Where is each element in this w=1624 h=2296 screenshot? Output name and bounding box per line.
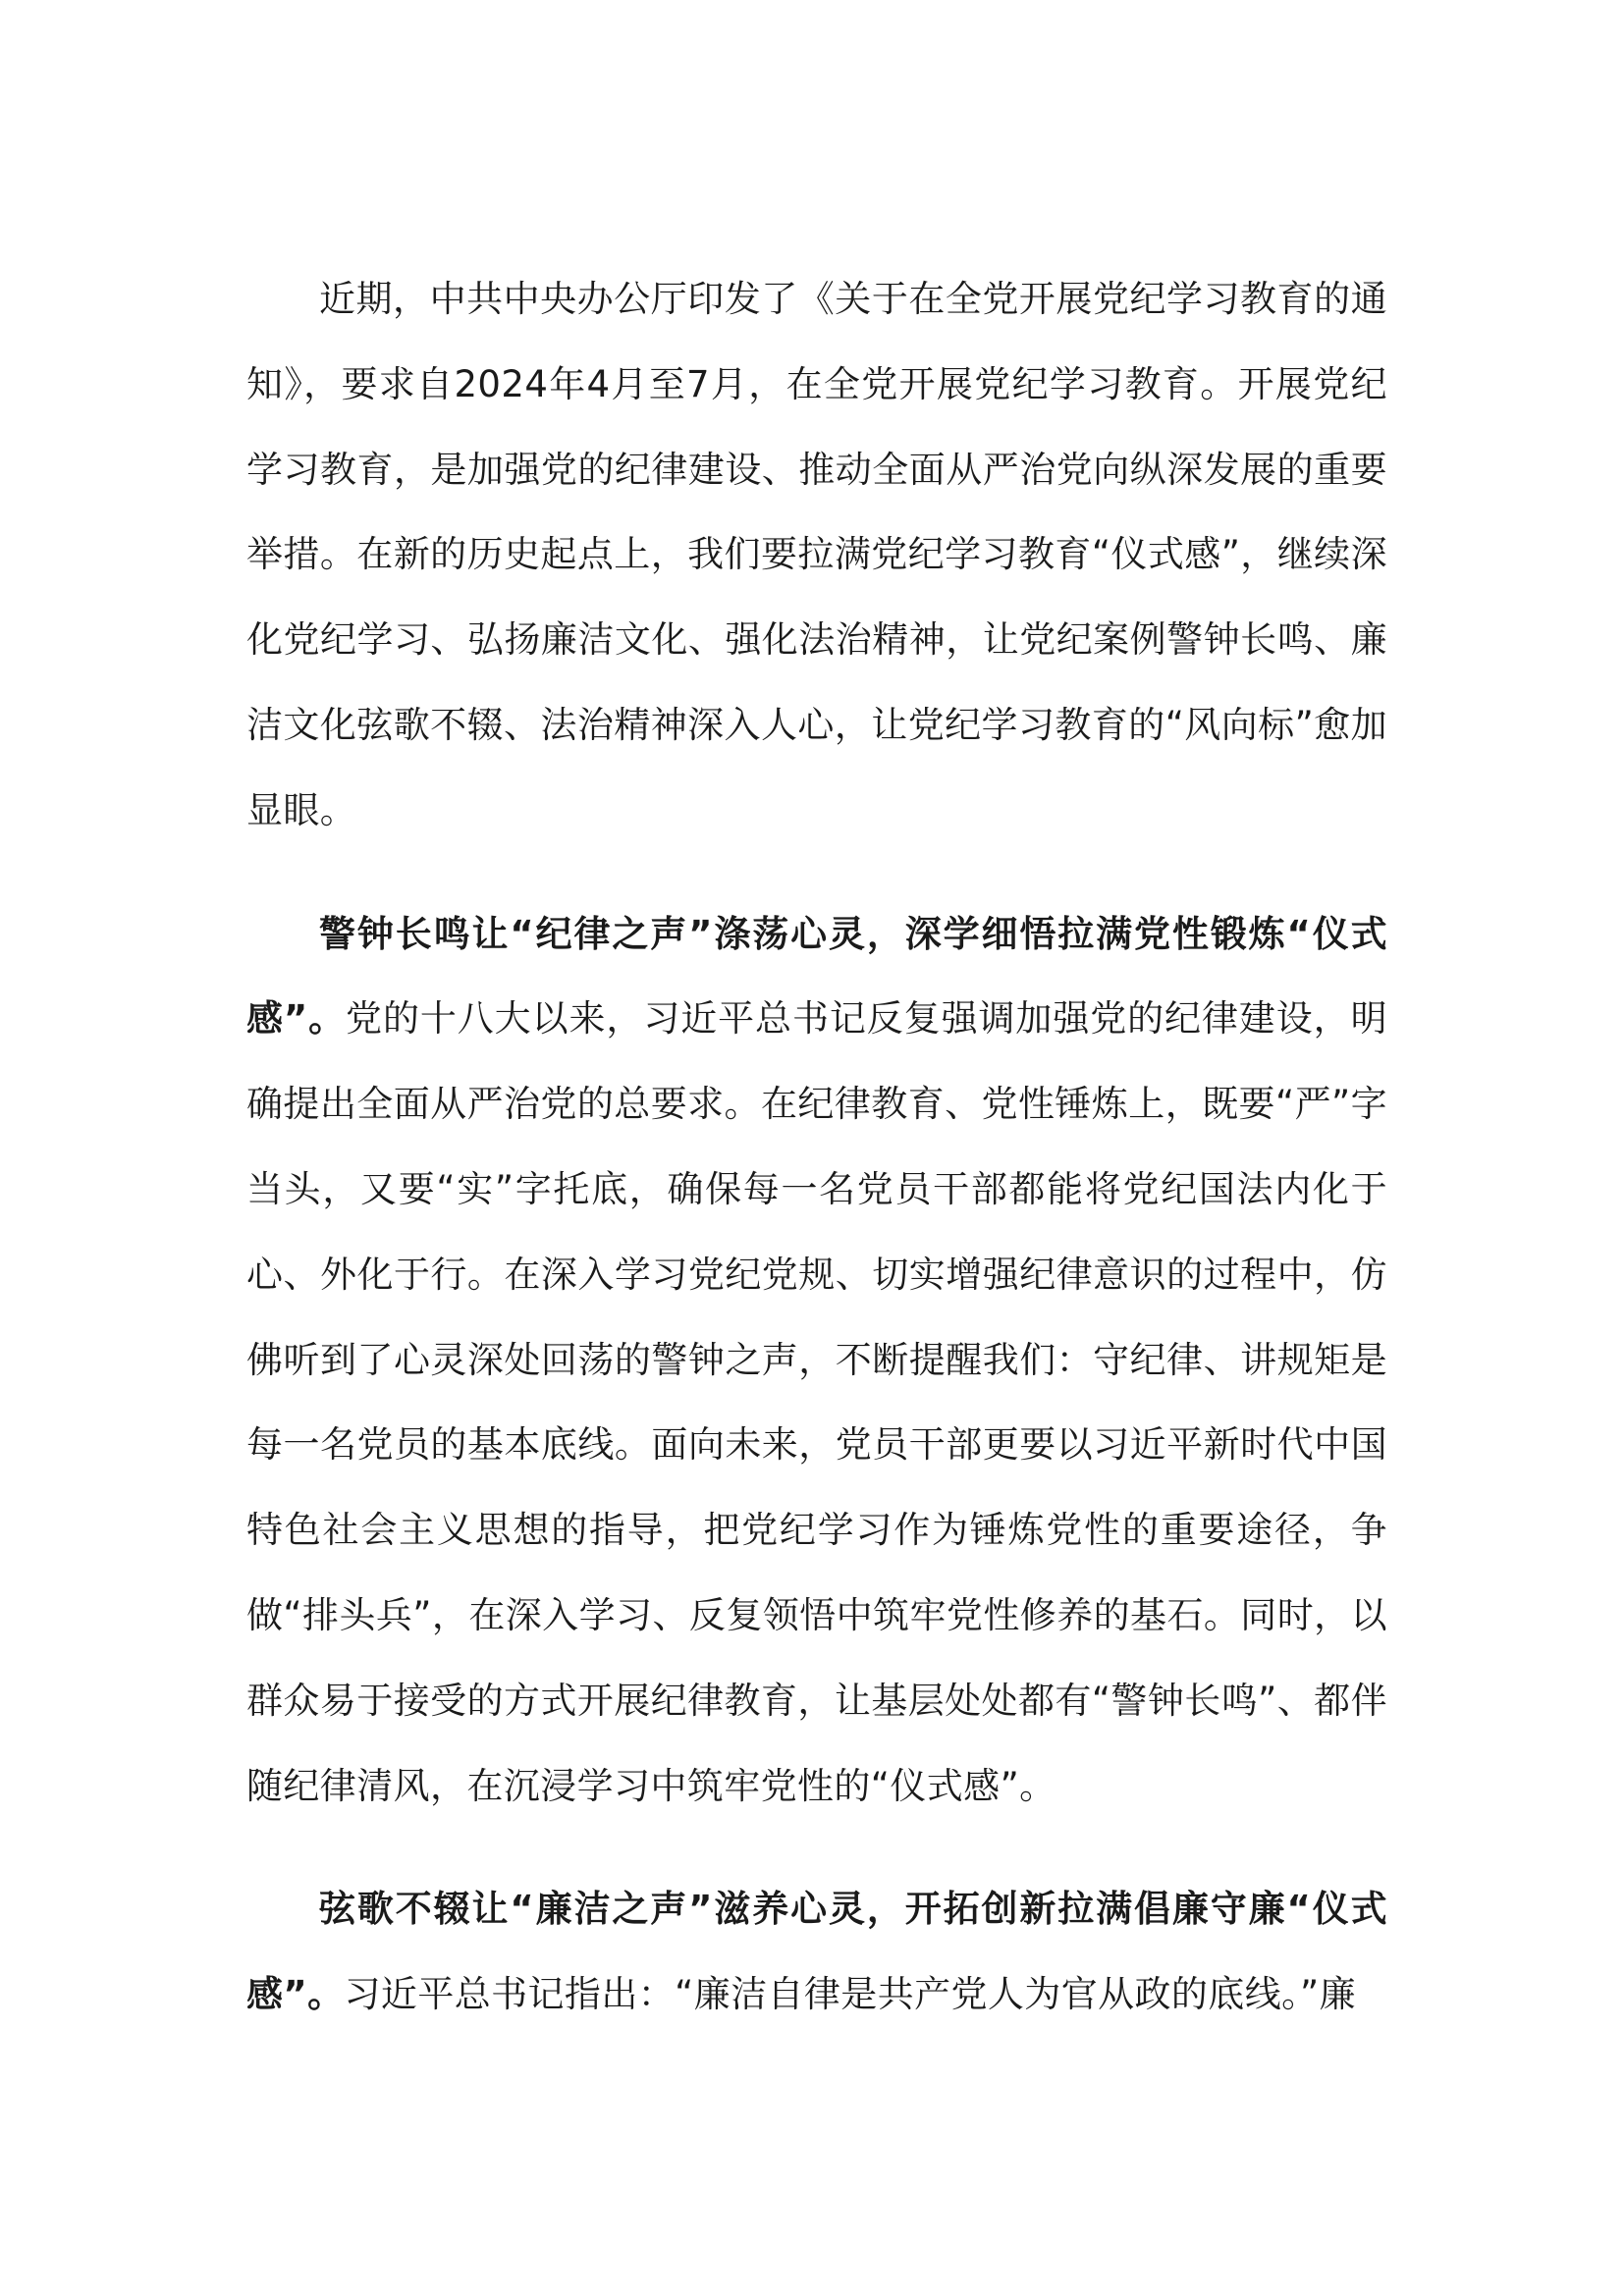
paragraph-text: 习近平总书记指出：“廉洁自律是共产党人为官从政的底线。”廉: [344, 1973, 1356, 2016]
section-paragraph-integrity: [246, 1867, 1387, 2038]
section-paragraph-discipline: [246, 892, 1387, 1830]
paragraph-text: 近期，中共中央办公厅印发了《关于在全党开展党纪学习教育的通知》，要求自2024年4月至7月，在全党开展党纪学习教育。开展党纪学习教育，是加强党的纪律建设、推动全面从严治党向纵深发展的重要举措。在新的历史起点上，我们要拉满党纪学习教育“仪式感”，继续深化党纪学习、弘扬廉洁文化、强化法治精神，让党纪案例警钟长鸣、廉洁文化弦歌不辍、法治精神深入人心，让党纪学习教育的“风向标”愈加显眼。: [246, 278, 1387, 831]
section-heading-discipline: 警钟长鸣让“纪律之声”涤荡心灵，深学细悟拉满党性锻炼“仪式感”。: [246, 912, 1387, 1041]
intro-paragraph: [246, 257, 1387, 854]
document-body: [246, 257, 1387, 2038]
section-heading-integrity: 弦歌不辍让“廉洁之声”滋养心灵，开拓创新拉满倡廉守廉“仪式感”。: [246, 1888, 1387, 2016]
paragraph-text: 党的十八大以来，习近平总书记反复强调加强党的纪律建设，明确提出全面从严治党的总要求。在纪律教育、党性锤炼上，既要“严”字当头，又要“实”字托底，确保每一名党员干部都能将党纪国法内化于心、外化于行。在深入学习党纪党规、切实增强纪律意识的过程中，仿佛听到了心灵深处回荡的警钟之声，不断提醒我们：守纪律、讲规矩是每一名党员的基本底线。面向未来，党员干部更要以习近平新时代中国特色社会主义思想的指导，把党纪学习作为锤炼党性的重要途径，争做“排头兵”，在深入学习、反复领悟中筑牢党性修养的基石。同时，以群众易于接受的方式开展纪律教育，让基层处处都有“警钟长鸣”、都伴随纪律清风，在沉浸学习中筑牢党性的“仪式感”。: [246, 997, 1387, 1807]
